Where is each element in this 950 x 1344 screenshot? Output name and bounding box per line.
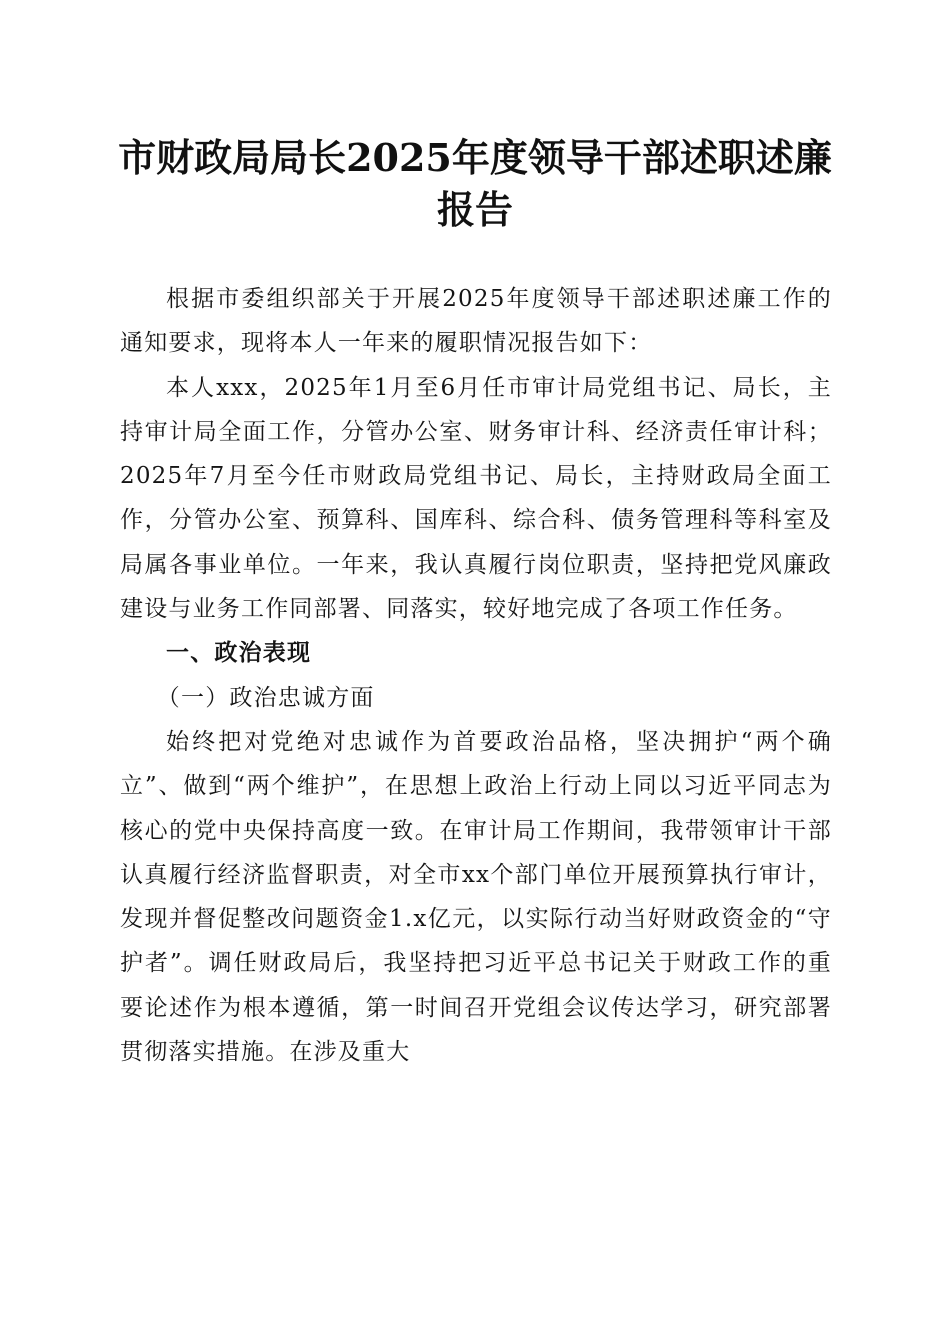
intro-paragraph: 根据市委组织部关于开展2025年度领导干部述职述廉工作的通知要求，现将本人一年来的履职情况报告如下：	[120, 286, 832, 357]
loyalty-paragraph: 始终把对党绝对忠诚作为首要政治品格，坚决拥护“两个确立”、做到“两个维护”，在思想上政治上行动上同以习近平同志为核心的党中央保持高度一致。在审计局工作期间，我带领审计干部认真履行经济监督职责，对全市xx个部门单位开展预算执行审计，发现并督促整改问题资金1.x亿元，以实际行动当好财政资金的“守护者”。调任财政局后，我坚持把习近平总书记关于财政工作的重要论述作为根本遵循，第一时间召开党组会议传达学习，研究部署贯彻落实措施。在涉及重大	[120, 728, 832, 1066]
document-body	[120, 277, 832, 1074]
background-paragraph: 本人xxx，2025年1月至6月任市审计局党组书记、局长，主持审计局全面工作，分管办公室、财务审计科、经济责任审计科；2025年7月至今任市财政局党组书记、局长，主持财政局全面工作，分管办公室、预算科、国库科、综合科、债务管理科等科室及局属各事业单位。一年来，我认真履行岗位职责，坚持把党风廉政建设与业务工作同部署、同落实，较好地完成了各项工作任务。	[120, 374, 832, 623]
subsection-heading-loyalty: （一）政治忠诚方面	[156, 684, 375, 711]
section-heading-political: 一、政治表现	[166, 640, 312, 667]
document-title: 市财政局局长2025年度领导干部述职述廉报告	[118, 135, 832, 232]
